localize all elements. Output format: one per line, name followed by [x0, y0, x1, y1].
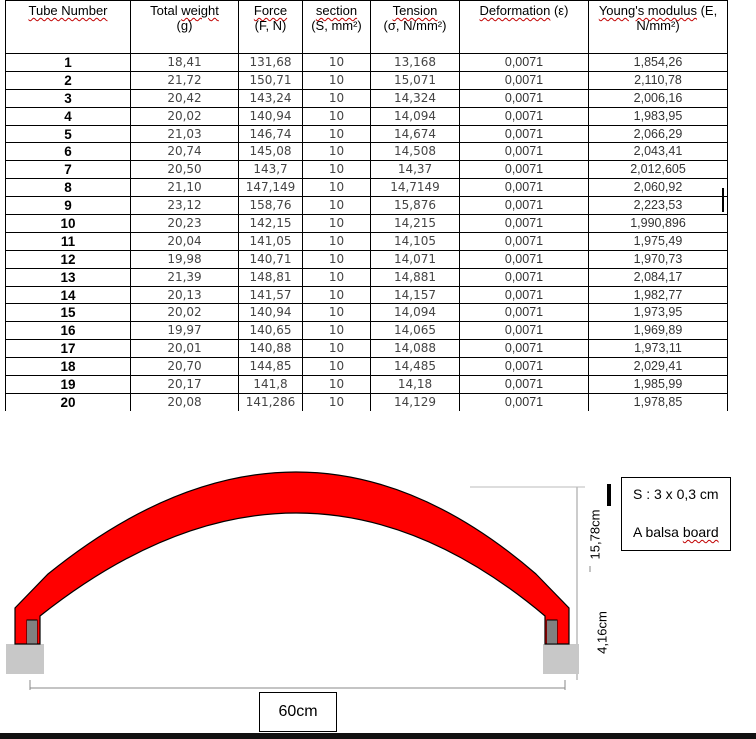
table-cell: 14,324	[371, 89, 460, 107]
table-cell: 2,066,29	[589, 125, 728, 143]
table-row	[6, 286, 728, 304]
left-end-hatch	[27, 620, 37, 644]
table-cell: 10	[303, 215, 371, 233]
table-cell: 2,060,92	[589, 179, 728, 197]
table-cell: 14,071	[371, 250, 460, 268]
table-cell: 1,854,26	[589, 54, 728, 72]
table-cell: 14,094	[371, 304, 460, 322]
table-cell: 10	[303, 179, 371, 197]
table-cell: 23,12	[131, 197, 239, 215]
arch-shape	[15, 472, 569, 644]
table-cell: 158,76	[239, 197, 303, 215]
table-cell: 10	[303, 322, 371, 340]
table-row	[6, 376, 728, 394]
table-cell: 10	[303, 376, 371, 394]
table-cell: 14,105	[371, 232, 460, 250]
table-cell: 0,0071	[460, 197, 589, 215]
table-cell: 0,0071	[460, 250, 589, 268]
table-cell: 14,485	[371, 358, 460, 376]
table-cell: 14,37	[371, 161, 460, 179]
table-row	[6, 161, 728, 179]
table-cell: 140,88	[239, 340, 303, 358]
table-cell: 14,157	[371, 286, 460, 304]
table-cell: 19,97	[131, 322, 239, 340]
table-cell: 1,970,73	[589, 250, 728, 268]
table-cell: 131,68	[239, 54, 303, 72]
table-cell: 140,65	[239, 322, 303, 340]
table-cell: 18,41	[131, 54, 239, 72]
table-row	[6, 107, 728, 125]
table-cell: 0,0071	[460, 393, 589, 410]
table-cell: 146,74	[239, 125, 303, 143]
table-row	[6, 197, 728, 215]
table-cell: 1,985,99	[589, 376, 728, 394]
table-cell: 2	[6, 71, 131, 89]
table-cell: 0,0071	[460, 161, 589, 179]
table-cell: 0,0071	[460, 268, 589, 286]
table-cell: 6	[6, 143, 131, 161]
table-cell: 2,029,41	[589, 358, 728, 376]
table-cell: 14,7149	[371, 179, 460, 197]
bottom-bar	[0, 733, 756, 739]
table-cell: 14,18	[371, 376, 460, 394]
table-cell: 20,02	[131, 304, 239, 322]
table-cell: 0,0071	[460, 340, 589, 358]
table-cell: 2,084,17	[589, 268, 728, 286]
section-scale-bar	[607, 484, 611, 506]
table-cell: 0,0071	[460, 125, 589, 143]
right-support	[543, 644, 579, 674]
table-cell: 20,50	[131, 161, 239, 179]
table-row	[6, 89, 728, 107]
table-cell: 140,94	[239, 304, 303, 322]
results-table	[5, 0, 728, 411]
table-cell: 1,990,896	[589, 215, 728, 233]
table-cell: 10	[303, 107, 371, 125]
table-cell: 2,006,16	[589, 89, 728, 107]
table-cell: 1,973,11	[589, 340, 728, 358]
table-cell: 19	[6, 376, 131, 394]
table-cell: 0,0071	[460, 322, 589, 340]
column-header: section (S, mm²)	[303, 1, 371, 54]
table-cell: 9	[6, 197, 131, 215]
table-row	[6, 71, 728, 89]
table-row	[6, 125, 728, 143]
table-cell: 0,0071	[460, 89, 589, 107]
table-cell: 1,975,49	[589, 232, 728, 250]
table-cell: 2,012,605	[589, 161, 728, 179]
table-cell: 10	[303, 197, 371, 215]
table-cell: 14,129	[371, 393, 460, 410]
column-header: Total weight (g)	[131, 1, 239, 54]
table-cell: 15,071	[371, 71, 460, 89]
table-cell: 20,01	[131, 340, 239, 358]
table-cell: 20,42	[131, 89, 239, 107]
table-cell: 10	[303, 340, 371, 358]
column-header: Tube Number	[6, 1, 131, 54]
table-row	[6, 143, 728, 161]
table-cell: 10	[303, 125, 371, 143]
table-cell: 0,0071	[460, 54, 589, 72]
table-cell: 17	[6, 340, 131, 358]
table-cell: 10	[303, 143, 371, 161]
table-cell: 19,98	[131, 250, 239, 268]
table-cell: 1,973,95	[589, 304, 728, 322]
table-cell: 15	[6, 304, 131, 322]
table-cell: 1	[6, 54, 131, 72]
table-cell: 20,04	[131, 232, 239, 250]
table-cell: 8	[6, 179, 131, 197]
table-cell: 141,286	[239, 393, 303, 410]
table-cell: 144,85	[239, 358, 303, 376]
table-row	[6, 304, 728, 322]
table-cell: 10	[303, 268, 371, 286]
table-cell: 13,168	[371, 54, 460, 72]
column-header: Tension (σ, N/mm²)	[371, 1, 460, 54]
table-cell: 10	[6, 215, 131, 233]
table-cell: 145,08	[239, 143, 303, 161]
table-cell: 20,23	[131, 215, 239, 233]
column-header: Deformation (ε)	[460, 1, 589, 54]
table-edge-mark	[722, 188, 724, 212]
table-cell: 7	[6, 161, 131, 179]
table-cell: 141,57	[239, 286, 303, 304]
table-cell: 11	[6, 232, 131, 250]
table-cell: 142,15	[239, 215, 303, 233]
table-row	[6, 358, 728, 376]
span-label: 60cm	[259, 692, 337, 732]
table-row	[6, 215, 728, 233]
table-cell: 10	[303, 161, 371, 179]
table-cell: 0,0071	[460, 358, 589, 376]
table-cell: 4	[6, 107, 131, 125]
right-end-hatch	[547, 620, 557, 644]
table-row	[6, 322, 728, 340]
table-cell: 10	[303, 304, 371, 322]
table-cell: 10	[303, 358, 371, 376]
table-cell: 18	[6, 358, 131, 376]
table-row	[6, 179, 728, 197]
support-height-label: 4,16cm	[594, 611, 610, 654]
section-legend	[621, 477, 731, 551]
table-cell: 21,72	[131, 71, 239, 89]
table-cell: 14,508	[371, 143, 460, 161]
left-support	[6, 644, 44, 674]
table-cell: 141,8	[239, 376, 303, 394]
table-cell: 0,0071	[460, 179, 589, 197]
table-cell: 10	[303, 393, 371, 410]
table-cell: 5	[6, 125, 131, 143]
legend-material: A balsa board	[633, 524, 719, 540]
table-cell: 14,881	[371, 268, 460, 286]
table-cell: 10	[303, 286, 371, 304]
table-cell: 12	[6, 250, 131, 268]
table-cell: 13	[6, 268, 131, 286]
legend-section-size: S : 3 x 0,3 cm	[633, 486, 719, 502]
table-row	[6, 393, 728, 410]
table-cell: 14,215	[371, 215, 460, 233]
table-cell: 1,983,95	[589, 107, 728, 125]
table-cell: 21,10	[131, 179, 239, 197]
table-cell: 0,0071	[460, 286, 589, 304]
table-cell: 2,043,41	[589, 143, 728, 161]
table-cell: 2,223,53	[589, 197, 728, 215]
table-cell: 140,94	[239, 107, 303, 125]
table-row	[6, 250, 728, 268]
column-header: Force (F, N)	[239, 1, 303, 54]
table-cell: 20,70	[131, 358, 239, 376]
table-cell: 10	[303, 250, 371, 268]
table-cell: 21,39	[131, 268, 239, 286]
table-cell: 0,0071	[460, 215, 589, 233]
table-cell: 1,978,85	[589, 393, 728, 410]
table-cell: 10	[303, 89, 371, 107]
table-cell: 21,03	[131, 125, 239, 143]
table-cell: 10	[303, 54, 371, 72]
table-row	[6, 340, 728, 358]
table-cell: 150,71	[239, 71, 303, 89]
table-header-row	[6, 1, 728, 54]
table-cell: 10	[303, 71, 371, 89]
table-cell: 2,110,78	[589, 71, 728, 89]
table-cell: 14,674	[371, 125, 460, 143]
table-cell: 0,0071	[460, 232, 589, 250]
table-cell: 14,094	[371, 107, 460, 125]
table-cell: 1,982,77	[589, 286, 728, 304]
table-cell: 20,17	[131, 376, 239, 394]
table-cell: 14,065	[371, 322, 460, 340]
table-cell: 3	[6, 89, 131, 107]
arch-diagram	[0, 420, 756, 739]
table-cell: 148,81	[239, 268, 303, 286]
table-row	[6, 232, 728, 250]
table-cell: 0,0071	[460, 143, 589, 161]
table-cell: 20,02	[131, 107, 239, 125]
table-cell: 16	[6, 322, 131, 340]
table-cell: 143,7	[239, 161, 303, 179]
table-cell: 1,969,89	[589, 322, 728, 340]
table-cell: 14,088	[371, 340, 460, 358]
table-cell: 141,05	[239, 232, 303, 250]
column-header: Young's modulus (E, N/mm²)	[589, 1, 728, 54]
table-cell: 20,74	[131, 143, 239, 161]
table-cell: 20,13	[131, 286, 239, 304]
table-cell: 10	[303, 232, 371, 250]
table-row	[6, 54, 728, 72]
table-cell: 140,71	[239, 250, 303, 268]
table-cell: 0,0071	[460, 304, 589, 322]
table-cell: 147,149	[239, 179, 303, 197]
table-cell: 0,0071	[460, 376, 589, 394]
table-cell: 20,08	[131, 393, 239, 410]
table-body	[6, 54, 728, 411]
table-cell: 0,0071	[460, 107, 589, 125]
table-cell: 0,0071	[460, 71, 589, 89]
table-row	[6, 268, 728, 286]
arch-height-label: 15,78cm	[587, 509, 603, 560]
table-cell: 20	[6, 393, 131, 410]
table-cell: 14	[6, 286, 131, 304]
table-cell: 15,876	[371, 197, 460, 215]
table-cell: 143,24	[239, 89, 303, 107]
